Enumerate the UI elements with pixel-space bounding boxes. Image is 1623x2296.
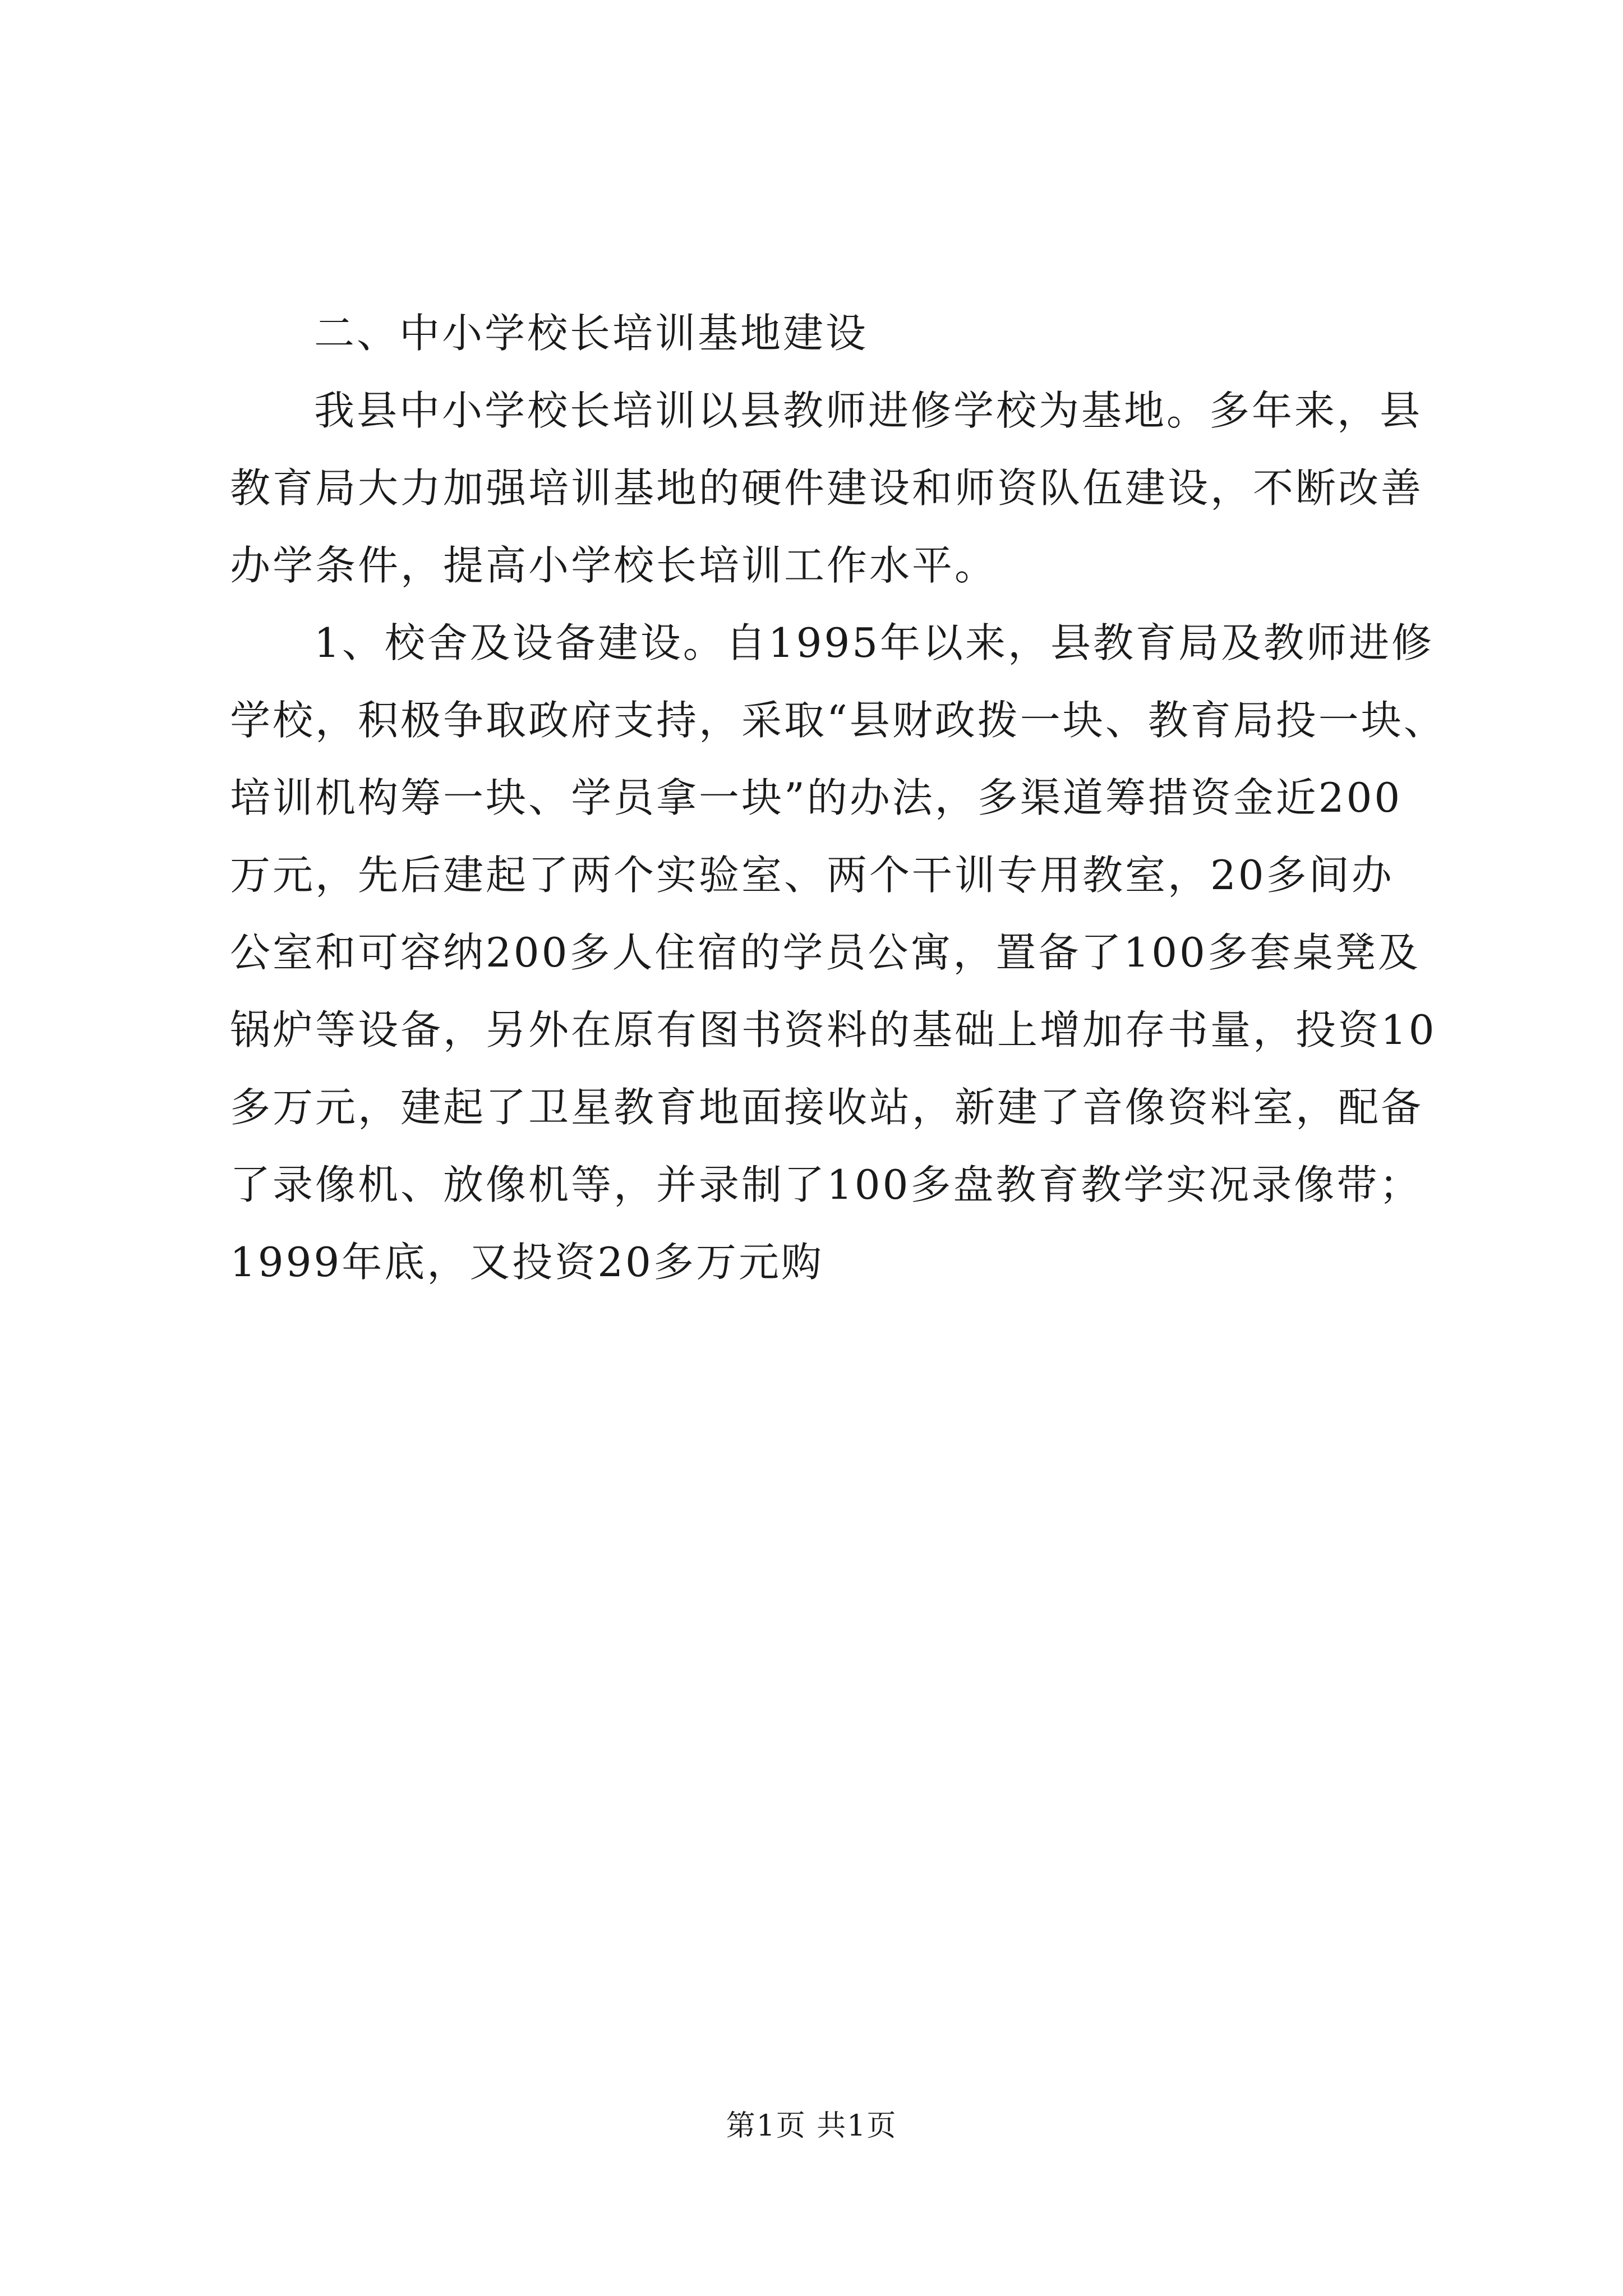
paragraph-line: 公室和可容纳200多人住宿的学员公寓，置备了100多套桌凳及 bbox=[230, 929, 1421, 976]
paragraph-line: 培训机构筹一块、学员拿一块”的办法，多渠道筹措资金近200 bbox=[230, 774, 1403, 821]
paragraph-1 bbox=[230, 372, 1424, 604]
paragraph-line: 办学条件，提高小学校长培训工作水平。 bbox=[230, 542, 998, 589]
paragraph-2 bbox=[230, 604, 1446, 1301]
paragraph-line: 学校，积极争取政府支持，采取“县财政拨一块、教育局投一块、 bbox=[230, 697, 1446, 744]
paragraph-line: 了录像机、放像机等，并录制了100多盘教育教学实况录像带； bbox=[230, 1161, 1422, 1208]
paragraph-line: 教育局大力加强培训基地的硬件建设和师资队伍建设，不断改善 bbox=[230, 464, 1424, 512]
paragraph-line: 锅炉等设备，另外在原有图书资料的基础上增加存书量，投资10 bbox=[230, 1006, 1437, 1053]
paragraph-line: 1、校舍及设备建设。自1995年以来，县教育局及教师进修 bbox=[314, 619, 1435, 666]
section-heading: 二、中小学校长培训基地建设 bbox=[314, 310, 869, 357]
paragraph-line: 1999年底，又投资20多万元购 bbox=[230, 1239, 824, 1286]
page-footer: 第1页 共1页 bbox=[726, 2109, 897, 2143]
paragraph-line: 多万元，建起了卫星教育地面接收站，新建了音像资料室，配备 bbox=[230, 1084, 1424, 1131]
document-body bbox=[230, 295, 1446, 1301]
paragraph-line: 万元，先后建起了两个实验室、两个干训专用教室，20多间办 bbox=[230, 852, 1394, 899]
paragraph-line: 我县中小学校长培训以县教师进修学校为基地。多年来，县 bbox=[314, 387, 1423, 434]
